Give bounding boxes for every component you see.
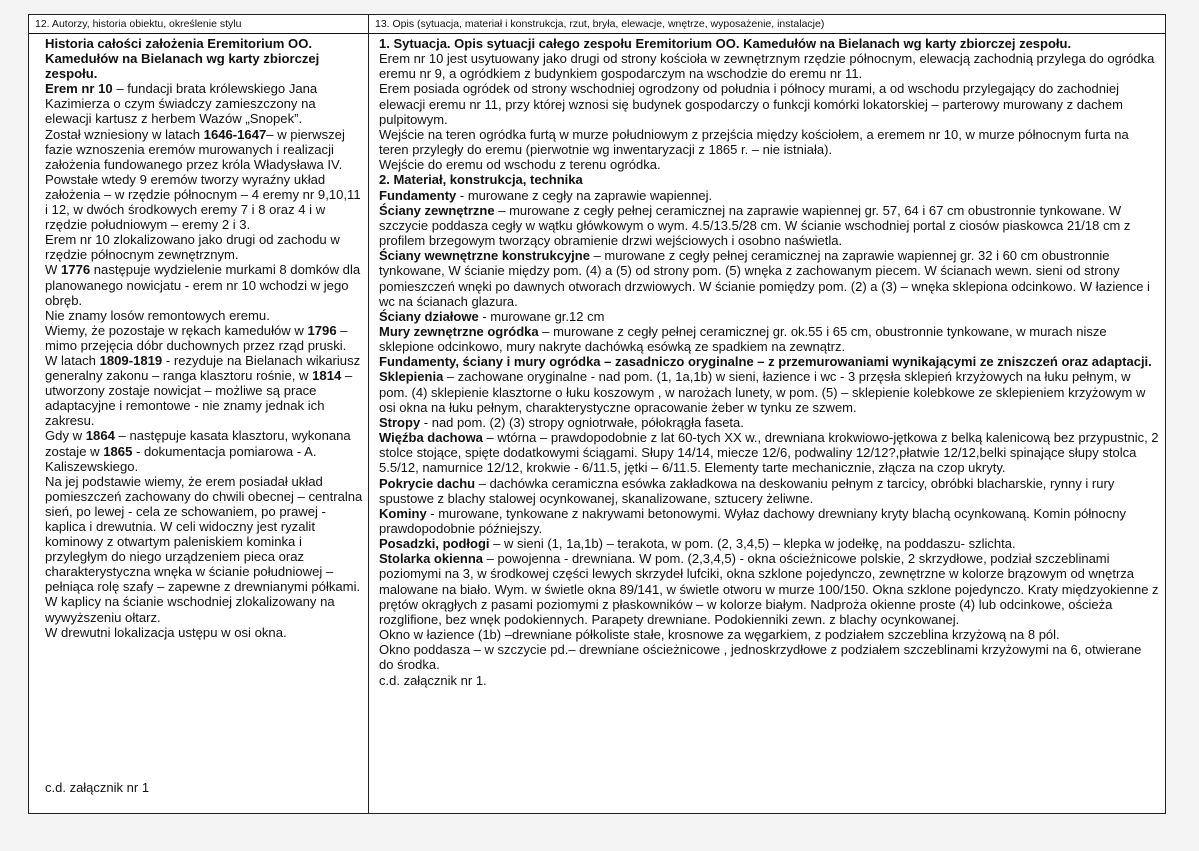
card-sheet <box>28 14 1166 814</box>
inner-walls-entry: Ściany wewnętrzne konstrukcyjne – murowane z cegły pełnej ceramicznej na zaprawie wapiennej gr. 32 i 60 cm obustronnie tynkowane, W ścianie między pom. (4) a (5) od strony pom. (5) wnęka z zachowanym piecem. W ścianach wewn. sieni od strony pomieszczeń wnęki po dawnych otworach drzwiowych. W ścianie pomiędzy pom. (2) a (3) – wnęka sklepiona odcinkowo. W łazience i wc na ścianach glazura. <box>379 248 1150 309</box>
outer-walls-entry: Ściany zewnętrzne – murowane z cegły pełnej ceramicznej na zaprawie wapiennej gr. 57, 64 i 67 cm obustronnie tynkowane. W szczycie poddasza cegły w wątku główkowym o wym. 4.5/13.5/28 cm. W ścianie wschodniej portal z ciosów piaskowca 21/18 cm z profilem brzegowym tworzący obramienie drzwi wejściowych i osobno naświetla. <box>379 202 1131 249</box>
roof-truss-entry: Więźba dachowa – wtórna – prawdopodobnie z lat 60-tych XX w., drewniana krokwiowo-jętkowa z belką kalenicową bez przypustnic, 2 stolce stojące, spięte dodatkowymi ściągami. Słupy 14/14, miecze 12/6, podwaliny 12/12?,płatwie 12/12,belki spinające słupy stolca 5.5/12, namurnice 12/12, krokwie - 6/11.5, jętki – 6/11.5. Elementy tarte mechanicznie, złącza na czop ukryty. <box>379 430 1159 476</box>
chimneys-entry: Kominy - murowane, tynkowane z nakrywami betonowymi. Wyłaz dachowy drewniany kryty blachą ocynkowaną. Komin północny prawdopodobnie późniejszy. <box>379 505 1126 536</box>
history-paragraph: Erem nr 10 – fundacji brata królewskiego Jana Kazimierza o czym świadczy zamieszczony na elewacji kartusz z herbem Wazów „Snopek”. <box>45 81 318 127</box>
description-footer: c.d. załącznik nr 1. <box>379 672 487 688</box>
roofing-entry: Pokrycie dachu – dachówka ceramiczna esówka zakładkowa na deskowaniu pełnym z tarcicy, obróbki blacharskie, rynny i rury spustowe z blachy stalowej ocynkowanej, skanalizowane, sztucery żeliwne. <box>379 475 1115 506</box>
history-footer: c.d. załącznik nr 1 <box>45 780 150 795</box>
history-header: 12. Autorzy, historia obiektu, określenie stylu <box>29 15 368 34</box>
windows-entry: Stolarka okienna – powojenna - drewniana. W pom. (2,3,4,5) - okna ościeżnicowe polskie, 2 skrzydłowe, podział szczeblinami poziomymi na 3, w środkowej części lewych skrzydeł lufciki, okna szklone pojedynczo, zewnętrzne w kolorze brązowym od wnętrza malowane na biało. Wym. w świetle okna 89/141, w świetle otworu w murze 100/150. Okna szklone pojedynczo. Kraty międzyokienne z prętów okrągłych z pasami poziomymi z płaskowników – w kolorze białym. Nadproża okienne proste (4) lub odcinkowe, ościeża rozglifione, bez wnęk podokiennych. Parapety drewniane. Podokienniki zewn. z blachy ocynkowanej. <box>379 551 1159 627</box>
attic-window-entry: Okno poddasza – w szczycie pd.– drewniane ościeżnicowe , jednoskrzydłowe z podziałem szczeblinami krzyżowymi na 6, otwierane do środka. <box>379 642 1142 673</box>
history-paragraph: W latach 1809-1819 - rezyduje na Bielanach wikariusz generalny zakonu – ranga klasztoru rośnie, w 1814 – utworzony zostaje nowicjat – możliwe są prace adaptacyjne i remontowe - nie znamy jednak ich zakresu. <box>45 352 361 429</box>
material-heading: 2. Materiał, konstrukcja, technika <box>379 172 583 188</box>
ceilings-entry: Stropy - nad pom. (2) (3) stropy ogniotrwałe, półokrągła faseta. <box>379 414 744 430</box>
bathroom-window-entry: Okno w łazience (1b) –drewniane półkoliste stałe, krosnowe za węgarkiem, z podziałem szczeblina krzyżową na 8 pól. <box>379 627 1060 643</box>
history-paragraph: Został wzniesiony w latach 1646-1647– w pierwszej fazie wznoszenia eremów murowanych i realizacji założenia fundowanego przez króla Władysława IV. <box>45 126 345 172</box>
history-column <box>29 15 369 813</box>
situation-paragraph: Wejście do eremu od wschodu z terenu ogródka. <box>379 157 661 173</box>
history-heading: Historia całości założenia Eremitorium OO. Kamedułów na Bielanach wg karty zbiorczej zespołu. <box>45 36 320 82</box>
originality-note: Fundamenty, ściany i mury ogródka – zasadniczo oryginalne – z przemurowaniami wynikającymi ze zniszczeń oraz adaptacji. <box>379 354 1152 370</box>
partition-walls-entry: Ściany działowe - murowane gr.12 cm <box>379 308 605 324</box>
description-header: 13. Opis (sytuacja, materiał i konstrukcja, rzut, bryła, elewacje, wnętrze, wyposażenie, instalacje) <box>369 15 1165 34</box>
foundations-entry: Fundamenty - murowane z cegły na zaprawie wapiennej. <box>379 187 713 203</box>
history-paragraph: Powstałe wtedy 9 eremów tworzy wyraźny układ założenia – w rzędzie północnym – 4 eremy nr 9,10,11 i 12, w dwóch środkowych eremy 7 i 8 oraz 4 i w rzędzie południowym – eremy 2 i 3. <box>45 171 361 233</box>
history-paragraph: Na jej podstawie wiemy, że erem posiadał układ pomieszczeń zachowany do chwili obecnej – centralna sień, po lewej - cela ze schowaniem, po prawej - kaplica i drewutnia. W celi widoczny jest ryzalit kominowy z otwartym paleniskiem kominka i przyległym do niego urządzeniem pieca oraz charakterystyczna wnęka w ścianie południowej – pełniąca rolę szafy – zapewne z drewnianymi półkami. W kaplicy na ścianie wschodniej zlokalizowany na wywyższeniu ołtarz. <box>45 473 363 625</box>
situation-paragraph: Erem nr 10 jest usytuowany jako drugi od strony kościoła w zewnętrznym rzędzie północnym, elewacją zachodnią przylega do ogródka eremu nr 9, a ogródkiem z budynkiem gospodarczym na wschodzie do eremu nr 11. <box>379 51 1155 82</box>
vaults-entry: Sklepienia – zachowane oryginalne - nad pom. (1, 1a,1b) w sieni, łazience i wc - 3 przęsła sklepień krzyżowych na łuku pełnym, w pom. (4) sklepienie klasztorne o łuku koszowym , w narożach lunety, w pom. (5) – sklepienie kolebkowe ze sklepieniem krzyżowym w osi okna na łuku pełnym, charakterystyczne opracowanie żeber w tynku ze szwem. <box>379 369 1146 415</box>
situation-heading: 1. Sytuacja. Opis sytuacji całego zespołu Eremitorium OO. Kamedułów na Bielanach wg karty zbiorczej zespołu. <box>379 36 1072 51</box>
description-body <box>369 34 1165 688</box>
description-column <box>369 15 1165 813</box>
garden-walls-entry: Mury zewnętrzne ogródka – murowane z cegły pełnej ceramicznej gr. ok.55 i 65 cm, obustronnie tynkowane, w murach nisze sklepione odcinkowo, mury nakryte dachówką esówką ze spadkiem na zewnątrz. <box>379 323 1107 355</box>
history-body <box>29 34 368 640</box>
history-paragraph: Wiemy, że pozostaje w rękach kamedułów w 1796 –mimo przejęcia dóbr duchownych przez rząd pruski. <box>45 322 348 353</box>
situation-paragraph: Erem posiada ogródek od strony wschodniej ogrodzony od południa i północy murami, a od wschodu przylegający do zachodniej elewacji eremu nr 11, przy której wznosi się budynek gospodarczy o funkcji komórki lokatorskiej – parterowy murowany z dachem pulpitowym. <box>379 81 1123 127</box>
history-paragraph: Gdy w 1864 – następuje kasata klasztoru, wykonana zostaje w 1865 - dokumentacja pomiarowa - A. Kaliszewskiego. <box>45 428 351 474</box>
floors-entry: Posadzki, podłogi – w sieni (1, 1a,1b) – terakota, w pom. (2, 3,4,5) – klepka w jodełkę, na poddaszu- szlichta. <box>379 536 1016 552</box>
history-paragraph: W drewutni lokalizacja ustępu w osi okna. <box>45 624 287 640</box>
history-paragraph: W 1776 następuje wydzielenie murkami 8 domków dla planowanego nowicjatu - erem nr 10 wchodzi w jego obręb. <box>45 262 361 308</box>
history-paragraph: Erem nr 10 zlokalizowano jako drugi od zachodu w rzędzie północnym zewnętrznym. <box>45 232 340 263</box>
situation-paragraph: Wejście na teren ogródka furtą w murze południowym z przejścia między kościołem, a eremem nr 10, w murze północnym furta na teren przyległy do eremu (pierwotnie wg inwentaryzacji z 1865 r. – nie istniała). <box>379 126 1129 158</box>
history-paragraph: Nie znamy losów remontowych eremu. <box>45 307 270 323</box>
